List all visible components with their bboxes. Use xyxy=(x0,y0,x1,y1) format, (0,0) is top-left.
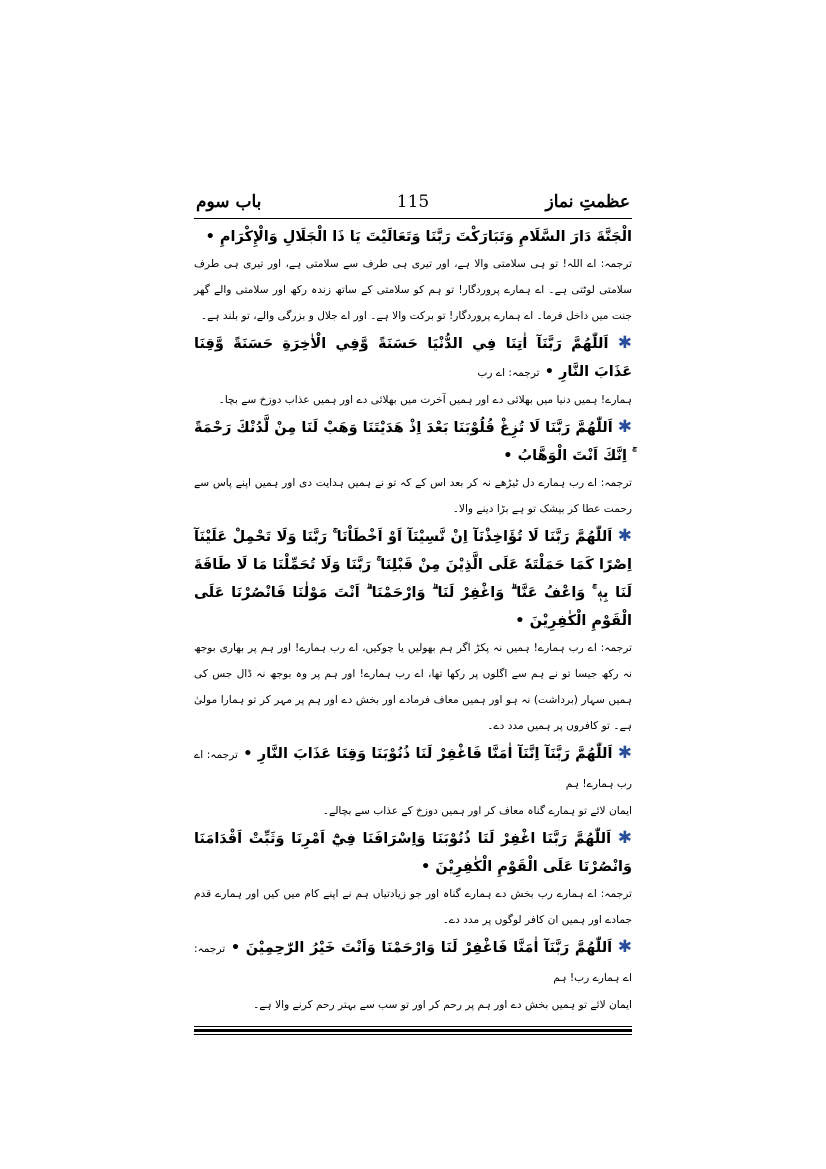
arabic-text: اَللّٰهُمَّ رَبَّنَآ اِنَّنَآ اٰمَنَّا فَاغْفِرْ لَنَا ذُنُوْبَنَا وَقِنَا عَذَابَ النَّارِ • xyxy=(243,746,613,762)
dua-arabic xyxy=(194,413,632,470)
translation-text: ترجمہ: اے رب ہمارے! ہمیں نہ پکڑ اگر ہم بھولیں یا چوکیں، اے رب ہمارے! اور ہم پر بھاری بوجھ نہ رکھ جیسا تو نے ہم سے اگلوں پر رکھا تھا، اے رب ہمارے! اور ہم پر وہ بوجھ نہ ڈال جس کی ہمیں سہار (برداشت) نہ ہو اور ہمیں معاف فرمادے اور بخش دے اور ہم پر مہر کر تو ہمارا مولیٰ ہے۔ تو کافروں پر ہمیں مدد دے۔ xyxy=(194,642,632,732)
content xyxy=(194,223,632,1018)
translation-text: ترجمہ: اے رب ہمارے دل ٹیڑھے نہ کر بعد اس کے کہ تو نے ہمیں ہدایت دی اور ہمیں اپنے پاس سے رحمت عطا کر بیشک تو ہے بڑا دینے والا۔ xyxy=(194,477,632,515)
dua-arabic xyxy=(194,522,632,635)
header-rule xyxy=(194,218,632,219)
star-bullet-icon: ✱ xyxy=(617,828,632,848)
dua-arabic xyxy=(194,824,632,881)
page-header xyxy=(194,190,632,218)
arabic-text: اَللّٰهُمَّ رَبَّنَآ اٰتِنَا فِي الدُّنْيَا حَسَنَةً وَّفِي الْاٰخِرَةِ حَسَنَةً وَّقِنَا عَذَابَ النَّارِ • xyxy=(194,336,632,380)
footer-rules xyxy=(194,1026,632,1035)
book-title: عظمتِ نماز xyxy=(545,192,630,212)
translation-text: ہمارے! ہمیں دنیا میں بھلائی دے اور ہمیں آخرت میں بھلائی دے اور ہمیں عذاب دوزخ سے بچا۔ xyxy=(218,394,632,406)
arabic-text: اَللّٰهُمَّ رَبَّنَآ اٰمَنَّا فَاغْفِرْ لَنَا وَارْحَمْنَا وَاَنْتَ خَيْرُ الرّٰحِمِيْنَ • xyxy=(230,940,613,956)
star-bullet-icon: ✱ xyxy=(617,526,632,546)
arabic-text: اَللّٰهُمَّ رَبَّنَا لَا تُزِغْ قُلُوْبَنَا بَعْدَ اِذْ هَدَيْتَنَا وَهَبْ لَنَا مِنْ لَّدُنْكَ رَحْمَةً ۚ اِنَّكَ اَنْتَ الْوَهَّابُ • xyxy=(194,420,632,464)
dua-arabic xyxy=(194,933,632,992)
arabic-text: الْجَنَّةَ دَارَ السَّلَامِ وَتَبَارَكْتَ رَبَّنَا وَتَعَالَيْتَ يَا ذَا الْجَلَالِ وَالْإِكْرَامِ • xyxy=(205,229,632,245)
translation-text: ترجمہ: اے اللہ! تو ہی سلامتی والا ہے، اور تیری ہی طرف سے سلامتی ہے، اور تیری ہی طرف سلامتی لوٹتی ہے۔ اے ہمارے پروردگار! تو ہم کو سلامتی کے ساتھ زندہ رکھ اور سلامتی والے گھر جنت میں داخل فرما۔ اے ہمارے پروردگار! تو برکت والا ہے۔ اور اے جلال و بزرگی والے، تو بلند ہے۔ xyxy=(194,258,632,322)
translation-label: ترجمہ: اے رب xyxy=(477,367,540,379)
translation-text: ایمان لائے تو ہمارے گناہ معاف کر اور ہمیں دوزخ کے عذاب سے بچالے۔ xyxy=(322,805,632,817)
page-body xyxy=(194,190,632,1035)
dua-arabic xyxy=(194,329,632,387)
arabic-text: اَللّٰهُمَّ رَبَّنَا اغْفِرْ لَنَا ذُنُوْبَنَا وَاِسْرَافَنَا فِيْٓ اَمْرِنَا وَثَبِّتْ اَقْدَامَنَا وَانْصُرْنَا عَلَى الْقَوْمِ الْكٰفِرِيْنَ • xyxy=(194,831,632,875)
star-bullet-icon: ✱ xyxy=(617,743,632,763)
dua-arabic xyxy=(194,223,632,251)
page-number: 115 xyxy=(396,192,430,212)
chapter-title: باب سوم xyxy=(196,192,262,212)
star-bullet-icon: ✱ xyxy=(617,417,632,437)
star-bullet-icon: ✱ xyxy=(617,937,632,957)
translation-label: ترجمہ: اے ہمارے رب! ہم xyxy=(194,943,632,984)
translation-label: ترجمہ: اے رب ہمارے! ہم xyxy=(194,749,632,790)
dua-arabic xyxy=(194,739,632,798)
star-bullet-icon: ✱ xyxy=(617,333,632,353)
translation-text: ایمان لائے تو ہمیں بخش دے اور ہم پر رحم کر اور تو سب سے بہتر رحم کرنے والا ہے۔ xyxy=(253,999,632,1011)
translation-text: ترجمہ: اے ہمارے رب بخش دے ہمارے گناہ اور جو زیادتیاں ہم نے اپنے کام میں کیں اور ہمارے قدم جمادے اور ہمیں ان کافر لوگوں پر مدد دے۔ xyxy=(194,888,632,926)
arabic-text: اَللّٰهُمَّ رَبَّنَا لَا تُؤَاخِذْنَآ اِنْ نَّسِيْنَآ اَوْ اَخْطَاْنَا ۚ رَبَّنَا وَلَا تَحْمِلْ عَلَيْنَآ اِصْرًا كَمَا حَمَلْتَهٗ عَلَى الَّذِيْنَ مِنْ قَبْلِنَا ۚ رَبَّنَا وَلَا تُحَمِّلْنَا مَا لَا طَاقَةَ لَنَا بِهٖ ۚ وَاعْفُ عَنَّا ۗ وَاغْفِرْ لَنَا ۗ وَارْحَمْنَا ۗ اَنْتَ مَوْلٰنَا فَانْصُرْنَا عَلَى الْقَوْمِ الْكٰفِرِيْنَ • xyxy=(194,529,632,629)
